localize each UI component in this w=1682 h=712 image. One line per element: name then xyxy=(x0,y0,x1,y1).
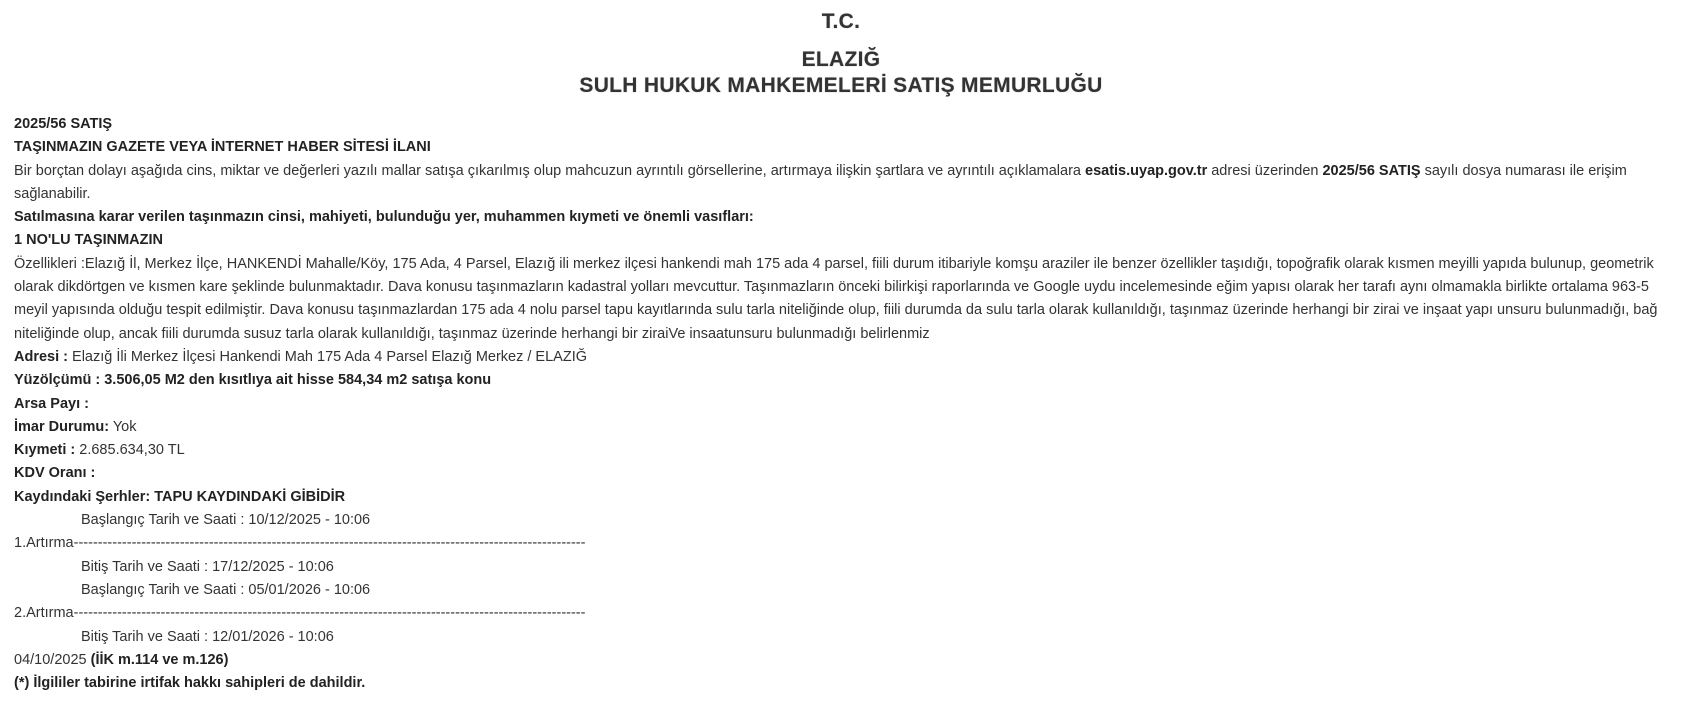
encumbrances-value: TAPU KAYDINDAKİ GİBİDİR xyxy=(150,488,346,505)
auction-1-dashes: ---------------------------------------------------------------------------------------------------------- xyxy=(73,535,586,552)
value-row xyxy=(14,439,1668,462)
notice-date-row xyxy=(14,649,1668,672)
vat-label: KDV Oranı : xyxy=(14,465,96,482)
zoning-value: Yok xyxy=(109,418,137,435)
auction-2-name: 2.Artırma xyxy=(14,605,74,622)
auction-2-dashes: ---------------------------------------------------------------------------------------------------------- xyxy=(73,605,586,622)
land-share-row xyxy=(14,393,1668,416)
file-reference: 2025/56 SATIŞ xyxy=(1322,162,1421,179)
property-features: Özellikleri :Elazığ İl, Merkez İlçe, HANKENDİ Mahalle/Köy, 175 Ada, 4 Parsel, Elazığ ili merkez ilçesi hankendi mah 175 ada 4 parsel, fiili durum itibariyle komşu araziler ile benzer özellikler taşıdığı, topoğrafik olarak kısmen meyilli yapıda bulunup, geometrik olarak dikdörtgen ve kısmen kare şeklinde bulunmaktadır. Dava konusu taşınmazların kadastral yolları mevcuttur. Taşınmazların önceki bilirkişi raporlarında ve Google uydu incelemesinde eğim yapısı olarak her tarafı aynı olmamakla birlikte ortalama 963-5 meyil yapısında olduğu tespit edilmiştir. Dava konusu taşınmazlardan 175 ada 4 nolu parsel tapu kayıtlarında sulu tarla niteliğinde olup, fiili durumda da sulu tarla olarak kullanıldığı, taşınmaz üzerinde herhangi bir zirai ve inşaat yapı unsuru bulunmadığı, bağ niteliğinde olup, ancak fiili durumda susuz tarla olarak kullanıldığı, taşınmaz üzerinde herhangi bir ziraiVe insaatunsuru bulunmadığı belirlenmiz xyxy=(14,255,1658,342)
esatis-link[interactable]: esatis.uyap.gov.tr xyxy=(1085,162,1208,179)
header-office: SULH HUKUK MAHKEMELERİ SATIŞ MEMURLUĞU xyxy=(579,74,1103,97)
auction-2 xyxy=(14,579,1668,649)
area-value: 3.506,05 M2 den kısıtlıya ait hisse 584,34 m2 satışa konu xyxy=(100,372,492,389)
intro-text-1: Bir borçtan dolayı aşağıda cins, miktar ve değerleri yazılı mallar satışa çıkarılmış olup mahcuzun ayrıntılı görsellerine, artırmaya ilişkin şartlara ve ayrıntılı açıklamalara xyxy=(14,162,1085,179)
address-row xyxy=(14,346,1668,369)
header-tc: T.C. xyxy=(821,10,861,33)
land-share-label: Arsa Payı : xyxy=(14,395,89,412)
encumbrances-label: Kaydındaki Şerhler: xyxy=(14,488,151,505)
section-heading: Satılmasına karar verilen taşınmazın cinsi, mahiyeti, bulunduğu yer, muhammen kıymeti ve önemli vasıfları: xyxy=(14,209,754,226)
intro-text-2: adresi üzerinden xyxy=(1207,162,1323,179)
auction-1-end: Bitiş Tarih ve Saati : 17/12/2025 - 10:06 xyxy=(81,558,334,575)
vat-row xyxy=(14,462,1668,485)
value-label: Kıymeti : xyxy=(14,442,76,459)
law-reference: (İİK m.114 ve m.126) xyxy=(90,651,229,668)
address-value: Elazığ İli Merkez İlçesi Hankendi Mah 175 Ada 4 Parsel Elazığ Merkez / ELAZIĞ xyxy=(68,348,588,365)
notice-body xyxy=(14,113,1668,695)
area-label: Yüzölçümü : xyxy=(14,372,101,389)
value-amount: 2.685.634,30 TL xyxy=(75,442,185,459)
auction-2-end: Bitiş Tarih ve Saati : 12/01/2026 - 10:06 xyxy=(81,628,334,645)
header-city: ELAZIĞ xyxy=(801,48,881,71)
intro-paragraph xyxy=(14,160,1668,207)
zoning-label: İmar Durumu: xyxy=(14,418,110,435)
zoning-row xyxy=(14,416,1668,439)
intro-text-3: sayılı dosya numarası ile erişim sağlanabilir. xyxy=(14,162,1627,202)
notice-title: TAŞINMAZIN GAZETE VEYA İNTERNET HABER SİTESİ İLANI xyxy=(14,139,431,156)
auction-1-name: 1.Artırma xyxy=(14,535,74,552)
area-row xyxy=(14,369,1668,392)
notice-date: 04/10/2025 xyxy=(14,651,91,668)
encumbrances-row xyxy=(14,486,1668,509)
auction-1 xyxy=(14,509,1668,579)
auction-2-start: Başlangıç Tarih ve Saati : 05/01/2026 - 10:06 xyxy=(81,581,371,598)
property-heading: 1 NO'LU TAŞINMAZIN xyxy=(14,232,163,249)
file-number: 2025/56 SATIŞ xyxy=(14,116,113,132)
auction-2-label-row xyxy=(14,602,1668,625)
address-label: Adresi : xyxy=(14,348,68,365)
auction-1-label-row xyxy=(14,532,1668,555)
auction-1-start: Başlangıç Tarih ve Saati : 10/12/2025 - 10:06 xyxy=(81,512,371,529)
footnote: (*) İlgililer tabirine irtifak hakkı sahipleri de dahildir. xyxy=(14,675,366,692)
